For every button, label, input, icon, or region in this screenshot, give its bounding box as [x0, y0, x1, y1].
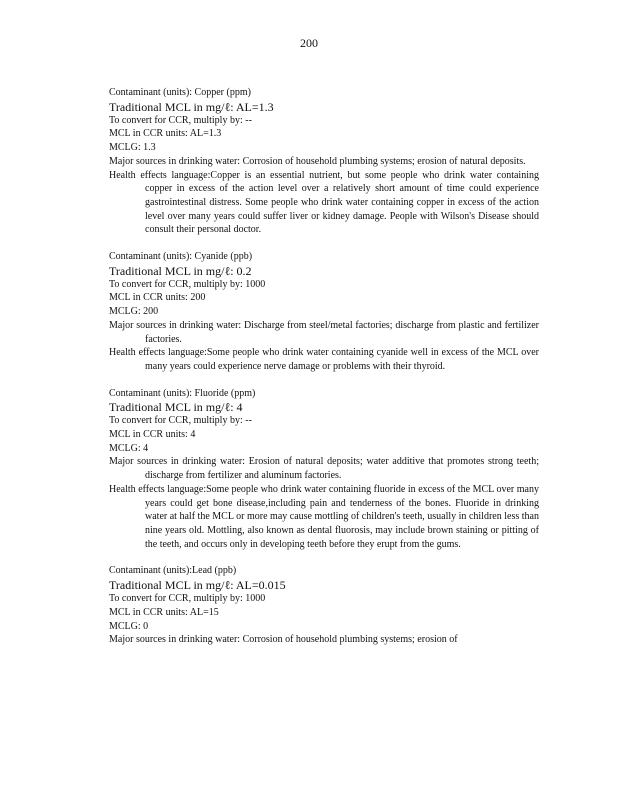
mcl-ccr-units: MCL in CCR units: 4 [109, 429, 196, 441]
ccr-conversion: To convert for CCR, multiply by: 1000 [109, 593, 266, 605]
traditional-mcl: Traditional MCL in mg/ℓ: AL=0.015 [109, 578, 286, 593]
health-effects: Health effects language:Copper is an essential nutrient, but some people who drink water containing copper in excess of the action level over a relatively short amount of time could experience gastrointestinal distress. Some people who drink water containing copper in excess of the action level over many years could suffer liver or kidney damage. People with Wilson's Disease should consult their personal doctor. [109, 169, 539, 236]
contaminant-units: Contaminant (units): Copper (ppm) [109, 87, 251, 98]
traditional-mcl: Traditional MCL in mg/ℓ: 4 [109, 400, 243, 415]
health-effects: Health effects language:Some people who drink water containing fluoride in excess of the MCL over many years could get bone disease,including pain and tenderness of the bones. Fluoride in drinking water at half the MCL or more may cause mottling of children's teeth, usually in children less than nine years old. Mottling, also known as dental fluorosis, may include brown staining or pitting of the teeth, and occurs only in developing teeth before they erupt from the gums. [109, 483, 539, 550]
contaminant-units: Contaminant (units):Lead (ppb) [109, 565, 237, 577]
contaminant-entry-fluoride [109, 387, 539, 552]
contaminant-units: Contaminant (units): Cyanide (ppb) [109, 251, 253, 263]
mclg: MCLG: 0 [109, 620, 149, 632]
major-sources: Major sources in drinking water: Corrosion of household plumbing systems; erosion of natural deposits. [109, 155, 526, 167]
contaminant-entry-cyanide [109, 250, 539, 374]
mclg: MCLG: 200 [109, 306, 159, 318]
traditional-mcl: Traditional MCL in mg/ℓ: 0.2 [109, 263, 252, 278]
health-effects: Health effects language:Some people who drink water containing cyanide well in excess of the MCL over many years could experience nerve damage or problems with their thyroid. [109, 347, 539, 372]
major-sources: Major sources in drinking water: Erosion of natural deposits; water additive that promotes strong teeth; discharge from fertilizer and aluminum factories. [109, 456, 539, 482]
mcl-ccr-units: MCL in CCR units: AL=1.3 [109, 128, 222, 140]
page-number: 200 [300, 36, 318, 50]
contaminant-entry-copper [109, 86, 539, 237]
mcl-ccr-units: MCL in CCR units: 200 [109, 292, 206, 304]
contaminant-entry-lead [109, 564, 539, 647]
contaminant-units: Contaminant (units): Fluoride (ppm) [109, 387, 256, 399]
document-body [109, 86, 539, 660]
major-sources: Major sources in drinking water: Corrosion of household plumbing systems; erosion of [109, 634, 458, 646]
mclg: MCLG: 1.3 [109, 142, 156, 154]
mcl-ccr-units: MCL in CCR units: AL=15 [109, 606, 219, 618]
ccr-conversion: To convert for CCR, multiply by: 1000 [109, 278, 266, 290]
ccr-conversion: To convert for CCR, multiply by: -- [109, 114, 252, 126]
mclg: MCLG: 4 [109, 442, 149, 454]
major-sources: Major sources in drinking water: Discharge from steel/metal factories; discharge from plastic and fertilizer factories. [109, 319, 539, 345]
ccr-conversion: To convert for CCR, multiply by: -- [109, 415, 252, 427]
traditional-mcl: Traditional MCL in mg/ℓ: AL=1.3 [109, 99, 274, 114]
